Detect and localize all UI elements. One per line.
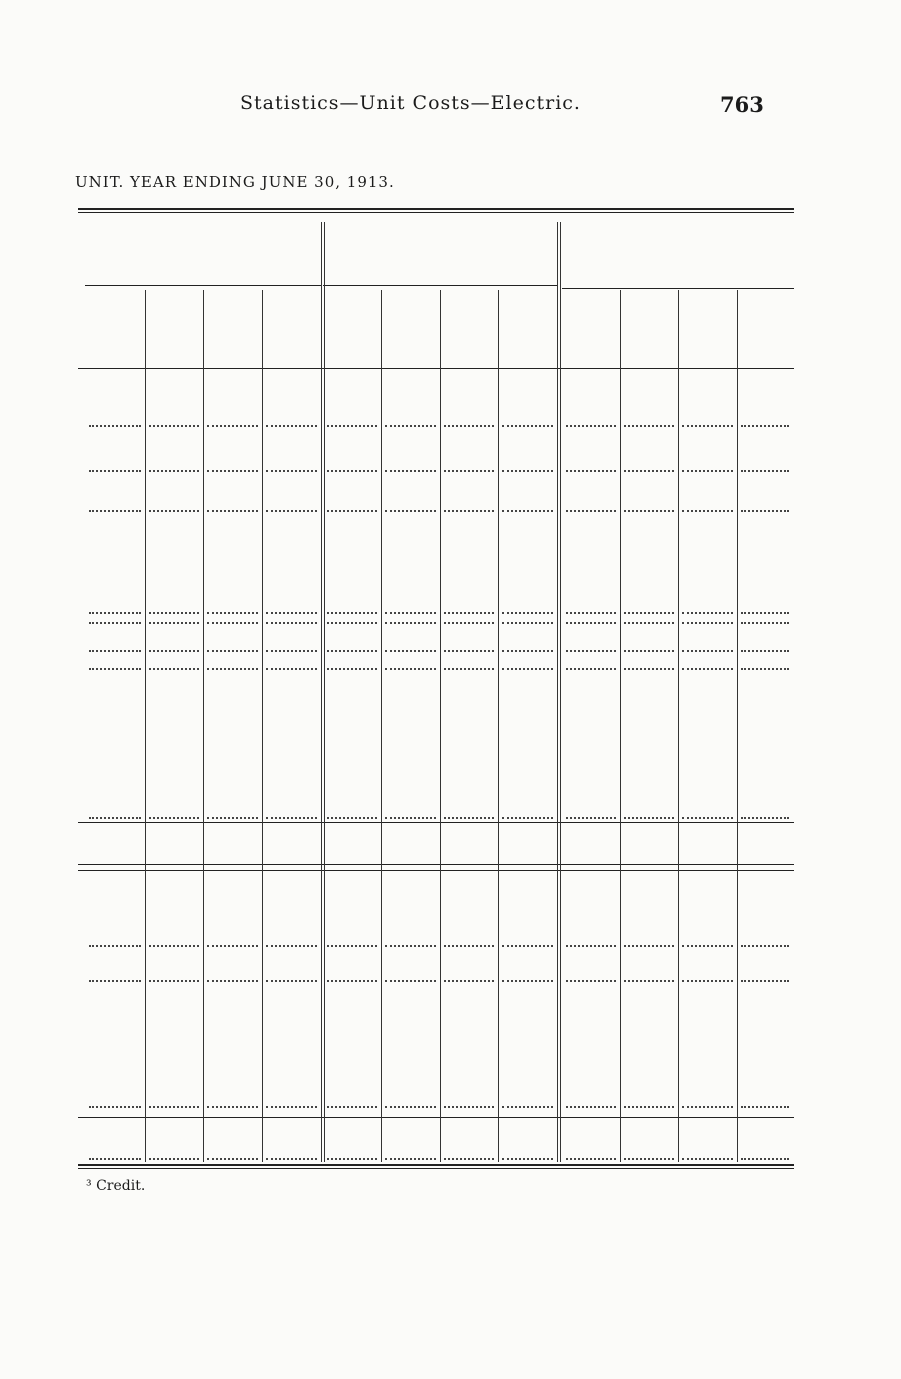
group-underline — [562, 288, 794, 289]
group-underline — [85, 285, 321, 286]
column-divider — [560, 222, 561, 1162]
leader-dots — [385, 650, 436, 653]
leader-dots — [741, 470, 789, 473]
page-title: Statistics—Unit Costs—Electric. — [240, 92, 581, 114]
footnote: ³ Credit. — [86, 1178, 146, 1194]
leader-dots — [741, 612, 789, 615]
leader-dots — [207, 1106, 258, 1109]
leader-dots — [266, 470, 317, 473]
leader-dots — [502, 650, 553, 653]
leader-dots — [266, 668, 317, 671]
leader-dots — [207, 980, 258, 983]
leader-dots — [682, 817, 733, 820]
leader-dots — [266, 650, 317, 653]
leader-dots — [502, 817, 553, 820]
table-rule — [78, 208, 794, 210]
leader-dots — [149, 622, 199, 625]
leader-dots — [385, 612, 436, 615]
table-rule — [78, 864, 794, 865]
leader-dots — [624, 980, 674, 983]
leader-dots — [566, 1106, 616, 1109]
leader-dots — [682, 622, 733, 625]
leader-dots — [682, 470, 733, 473]
leader-dots — [566, 945, 616, 948]
leader-dots — [149, 817, 199, 820]
leader-dots — [385, 470, 436, 473]
column-divider — [324, 222, 325, 1162]
leader-dots — [149, 612, 199, 615]
leader-dots — [444, 612, 494, 615]
leader-dots — [266, 622, 317, 625]
leader-dots — [502, 470, 553, 473]
leader-dots — [444, 980, 494, 983]
leader-dots — [741, 817, 789, 820]
leader-dots — [385, 945, 436, 948]
leader-dots — [741, 650, 789, 653]
leader-dots — [207, 945, 258, 948]
leader-dots — [741, 1158, 789, 1161]
leader-dots — [266, 1106, 317, 1109]
leader-dots — [502, 510, 553, 513]
table-rule — [78, 822, 794, 823]
leader-dots — [149, 668, 199, 671]
leader-dots — [566, 817, 616, 820]
leader-dots — [566, 612, 616, 615]
leader-dots — [741, 425, 789, 428]
leader-dots — [149, 425, 199, 428]
leader-dots — [566, 470, 616, 473]
leader-dots — [89, 817, 141, 820]
leader-dots — [682, 510, 733, 513]
leader-dots — [566, 622, 616, 625]
leader-dots — [89, 1158, 141, 1161]
leader-dots — [741, 668, 789, 671]
leader-dots — [207, 612, 258, 615]
leader-dots — [207, 650, 258, 653]
leader-dots — [89, 470, 141, 473]
leader-dots — [207, 817, 258, 820]
leader-dots — [89, 622, 141, 625]
leader-dots — [566, 510, 616, 513]
leader-dots — [266, 945, 317, 948]
leader-dots — [682, 612, 733, 615]
leader-dots — [444, 945, 494, 948]
leader-dots — [89, 650, 141, 653]
leader-dots — [624, 622, 674, 625]
leader-dots — [682, 1106, 733, 1109]
leader-dots — [624, 470, 674, 473]
leader-dots — [149, 980, 199, 983]
leader-dots — [266, 1158, 317, 1161]
page-number: 763 — [720, 92, 764, 117]
leader-dots — [207, 470, 258, 473]
leader-dots — [682, 668, 733, 671]
leader-dots — [566, 1158, 616, 1161]
leader-dots — [682, 1158, 733, 1161]
leader-dots — [444, 1106, 494, 1109]
group-underline — [323, 285, 557, 286]
leader-dots — [327, 470, 377, 473]
leader-dots — [207, 510, 258, 513]
leader-dots — [149, 945, 199, 948]
leader-dots — [149, 650, 199, 653]
leader-dots — [566, 425, 616, 428]
leader-dots — [327, 817, 377, 820]
leader-dots — [502, 612, 553, 615]
leader-dots — [149, 1158, 199, 1161]
leader-dots — [741, 510, 789, 513]
leader-dots — [385, 980, 436, 983]
leader-dots — [741, 622, 789, 625]
leader-dots — [207, 425, 258, 428]
column-divider — [440, 290, 441, 1162]
leader-dots — [566, 980, 616, 983]
leader-dots — [327, 1158, 377, 1161]
leader-dots — [624, 612, 674, 615]
leader-dots — [266, 612, 317, 615]
leader-dots — [385, 817, 436, 820]
leader-dots — [149, 1106, 199, 1109]
table-rule — [78, 1164, 794, 1166]
table-rule — [78, 368, 794, 369]
leader-dots — [566, 668, 616, 671]
leader-dots — [327, 945, 377, 948]
table-rule — [78, 1168, 794, 1169]
column-divider — [498, 290, 499, 1162]
leader-dots — [502, 980, 553, 983]
leader-dots — [89, 612, 141, 615]
column-divider — [203, 290, 204, 1162]
column-divider — [678, 290, 679, 1162]
leader-dots — [502, 945, 553, 948]
leader-dots — [624, 945, 674, 948]
leader-dots — [444, 470, 494, 473]
leader-dots — [624, 1158, 674, 1161]
leader-dots — [502, 425, 553, 428]
leader-dots — [502, 1106, 553, 1109]
leader-dots — [266, 425, 317, 428]
column-divider — [620, 290, 621, 1162]
leader-dots — [624, 668, 674, 671]
leader-dots — [444, 817, 494, 820]
leader-dots — [502, 622, 553, 625]
column-divider — [262, 290, 263, 1162]
leader-dots — [385, 622, 436, 625]
leader-dots — [149, 510, 199, 513]
leader-dots — [327, 668, 377, 671]
leader-dots — [327, 612, 377, 615]
leader-dots — [385, 425, 436, 428]
leader-dots — [207, 622, 258, 625]
leader-dots — [266, 980, 317, 983]
leader-dots — [566, 650, 616, 653]
leader-dots — [89, 425, 141, 428]
leader-dots — [327, 510, 377, 513]
column-divider — [737, 290, 738, 1162]
leader-dots — [741, 980, 789, 983]
leader-dots — [682, 945, 733, 948]
leader-dots — [624, 650, 674, 653]
leader-dots — [682, 425, 733, 428]
leader-dots — [385, 668, 436, 671]
column-divider — [145, 290, 146, 1162]
leader-dots — [89, 668, 141, 671]
leader-dots — [682, 650, 733, 653]
table-subtitle: UNIT. YEAR ENDING JUNE 30, 1913. — [75, 173, 395, 191]
leader-dots — [327, 650, 377, 653]
leader-dots — [89, 980, 141, 983]
column-divider — [557, 222, 558, 1162]
leader-dots — [89, 510, 141, 513]
leader-dots — [444, 668, 494, 671]
table-rule — [78, 212, 794, 213]
leader-dots — [741, 1106, 789, 1109]
leader-dots — [385, 1158, 436, 1161]
column-divider — [321, 222, 322, 1162]
leader-dots — [444, 1158, 494, 1161]
leader-dots — [266, 817, 317, 820]
leader-dots — [385, 1106, 436, 1109]
leader-dots — [89, 1106, 141, 1109]
leader-dots — [444, 425, 494, 428]
leader-dots — [266, 510, 317, 513]
leader-dots — [444, 510, 494, 513]
leader-dots — [89, 945, 141, 948]
leader-dots — [327, 622, 377, 625]
leader-dots — [624, 425, 674, 428]
leader-dots — [207, 1158, 258, 1161]
leader-dots — [444, 622, 494, 625]
column-divider — [381, 290, 382, 1162]
leader-dots — [624, 1106, 674, 1109]
leader-dots — [207, 668, 258, 671]
leader-dots — [502, 1158, 553, 1161]
leader-dots — [741, 945, 789, 948]
leader-dots — [444, 650, 494, 653]
leader-dots — [385, 510, 436, 513]
leader-dots — [149, 470, 199, 473]
leader-dots — [327, 1106, 377, 1109]
leader-dots — [327, 980, 377, 983]
table-rule — [78, 870, 794, 871]
leader-dots — [682, 980, 733, 983]
leader-dots — [624, 510, 674, 513]
table-rule — [78, 1117, 794, 1118]
leader-dots — [624, 817, 674, 820]
leader-dots — [502, 668, 553, 671]
leader-dots — [327, 425, 377, 428]
